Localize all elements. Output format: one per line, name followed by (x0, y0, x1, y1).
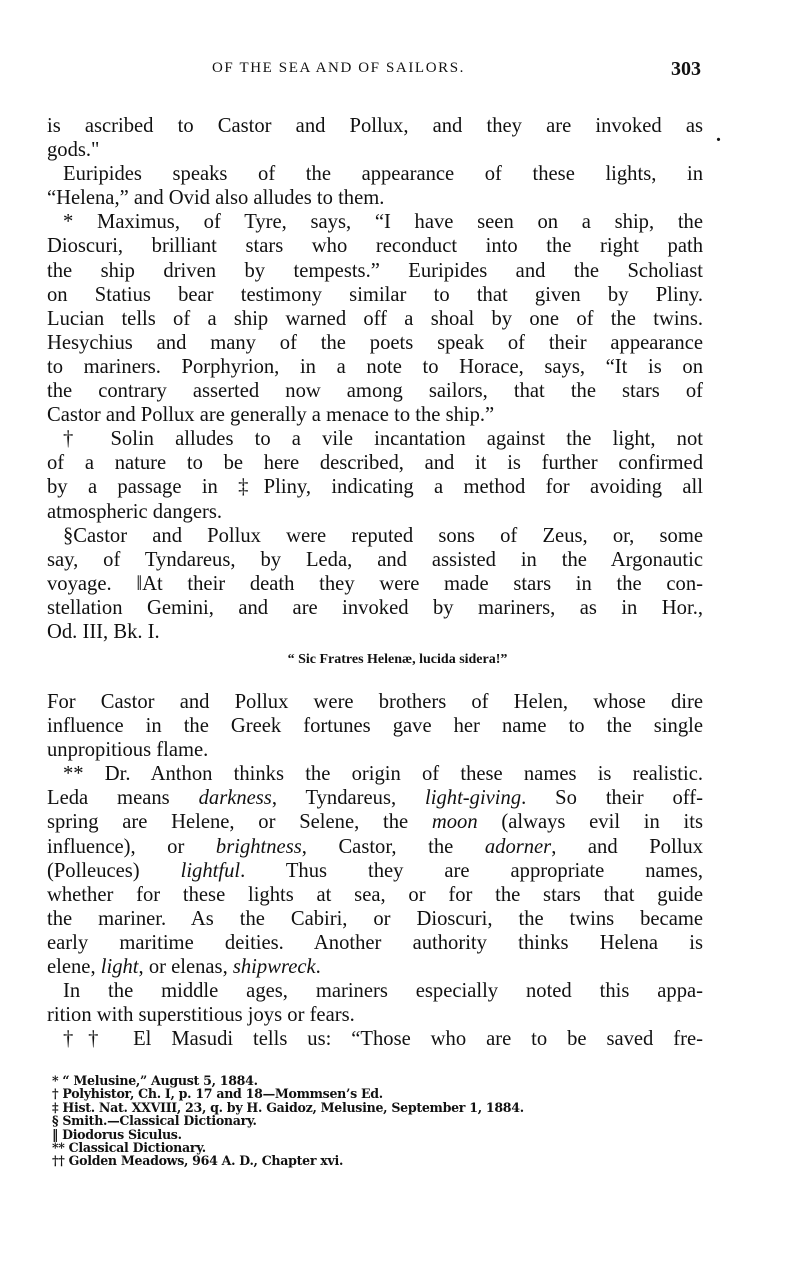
text-line: atmospheric dangers. (47, 500, 222, 523)
text-line: Euripides speaks of the appearance of these lights, in (63, 163, 703, 186)
text-line: by a passage in ‡Pliny, indicating a method for avoiding all (47, 476, 703, 499)
text-line: Lucian tells of a ship warned off a shoal by one of the twins. (47, 307, 703, 330)
body-text-block-1 (47, 114, 703, 644)
page-number: 303 (671, 58, 701, 80)
footnote: § Smith.—Classical Dictionary. (52, 1113, 257, 1129)
text-line: influence), or brightness, Castor, the adorner, and Pollux (47, 835, 704, 858)
footnote: ** Classical Dictionary. (52, 1140, 206, 1156)
footnotes (52, 1074, 524, 1168)
text-line: For Castor and Pollux were brothers of Helen, whose dire (47, 691, 703, 713)
text-line: early maritime deities. Another authority thinks Helena is (47, 931, 703, 954)
footnote: * “ Melusine,” August 5, 1884. (52, 1073, 258, 1088)
text-line: (Polleuces) lightful. Thus they are appropriate names, (47, 859, 703, 882)
text-line: Od. III, Bk. I. (47, 620, 160, 643)
text-line: to mariners. Porphyrion, in a note to Horace, says, “It is on (47, 355, 703, 378)
text-line: spring are Helene, or Selene, the moon (always evil in its (47, 811, 703, 834)
footnote: ‖ Diodorus Siculus. (52, 1126, 182, 1142)
italic-term: shipwreck (232, 956, 316, 979)
text-line: voyage. ‖At their death they were made stars in the con- (47, 572, 703, 595)
text-line: “Helena,” and Ovid also alludes to them. (47, 187, 385, 210)
text-line: elene, light, or elenas, shipwreck. (47, 956, 321, 979)
footnote: ‡ Hist. Nat. XXVIII, 23, q. by H. Gaidoz, Melusine, September 1, 1884. (52, 1099, 524, 1115)
running-title: OF THE SEA AND OF SAILORS. (212, 60, 466, 76)
text-line: the ship driven by tempests.” Euripides and the Scholiast (47, 259, 703, 282)
text-line: on Statius bear testimony similar to that given by Pliny. (47, 283, 703, 306)
italic-term: adorner (484, 835, 552, 858)
text-line: † Solin alludes to a vile incantation against the light, not (63, 428, 703, 451)
text-line: of a nature to be here described, and it is further confirmed (47, 452, 703, 475)
italic-term: light-giving (425, 787, 522, 810)
text-line: †† El Masudi tells us: “Those who are to be saved fre- (63, 1028, 703, 1051)
stray-mark: . (716, 124, 721, 146)
italic-term: lightful (180, 859, 241, 882)
footnote: †† Golden Meadows, 964 A. D., Chapter xvi. (52, 1153, 344, 1169)
text-line: influence in the Greek fortunes gave her name to the single (47, 715, 703, 738)
footnote: † Polyhistor, Ch. I, p. 17 and 18—Mommsen’s Ed. (52, 1086, 383, 1102)
text-line: ** Dr. Anthon thinks the origin of these names is realistic. (63, 763, 703, 786)
text-line: the contrary asserted now among sailors, that the stars of (47, 380, 703, 403)
text-line: unpropitious flame. (47, 739, 209, 762)
text-line: rition with superstitious joys or fears. (47, 1004, 355, 1027)
text-line: Hesychius and many of the poets speak of their appearance (47, 331, 703, 354)
italic-term: light (100, 956, 139, 979)
page-header (0, 58, 795, 84)
text-line: the mariner. As the Cabiri, or Dioscuri, the twins became (47, 907, 703, 930)
text-line: Leda means darkness, Tyndareus, light-giving. So their off- (47, 787, 703, 810)
latin-quotation: “ Sic Fratres Helenæ, lucida sidera!” (287, 652, 508, 667)
text-line: In the middle ages, mariners especially noted this appa- (63, 980, 703, 1003)
text-line: is ascribed to Castor and Pollux, and they are invoked as (47, 115, 703, 137)
text-line: whether for these lights at sea, or for the stars that guide (47, 883, 703, 906)
text-line: gods." (47, 139, 100, 162)
text-line: Dioscuri, brilliant stars who reconduct into the right path (47, 235, 703, 258)
italic-term: moon (431, 811, 478, 834)
body-text-block-2 (47, 690, 703, 1051)
text-line: * Maximus, of Tyre, says, “I have seen on a ship, the (63, 211, 703, 234)
text-line: stellation Gemini, and are invoked by mariners, as in Hor., (47, 596, 703, 619)
italic-term: brightness (215, 835, 302, 858)
text-line: §Castor and Pollux were reputed sons of Zeus, or, some (63, 524, 703, 547)
italic-term: darkness (198, 787, 272, 810)
text-line: Castor and Pollux are generally a menace to the ship.” (47, 404, 495, 427)
text-line: say, of Tyndareus, by Leda, and assisted in the Argonautic (47, 548, 703, 571)
